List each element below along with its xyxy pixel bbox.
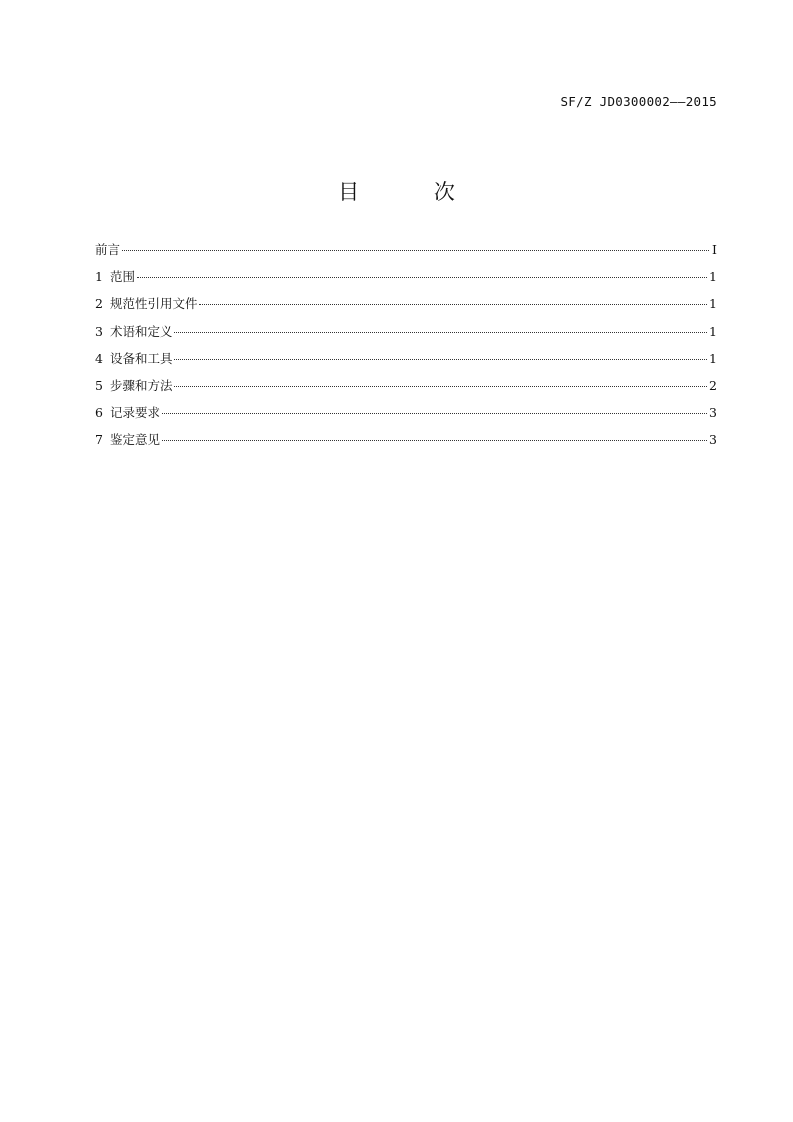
toc-entry-page: I xyxy=(712,242,717,257)
toc-entry-number: 5 xyxy=(95,377,103,393)
toc-leader-dots xyxy=(162,413,707,414)
toc-entry-3[interactable] xyxy=(95,323,717,350)
toc-entry-1[interactable] xyxy=(95,268,717,295)
toc-entry-page: 1 xyxy=(709,323,717,339)
toc-leader-dots xyxy=(174,359,707,360)
toc-entry-number: 2 xyxy=(95,296,103,312)
toc-leader-dots xyxy=(174,332,707,333)
toc-entry-page: 1 xyxy=(709,296,717,312)
toc-leader-dots xyxy=(199,304,707,305)
toc-entry-number: 1 xyxy=(95,269,103,285)
toc-entry-label: 前言 xyxy=(95,242,121,257)
toc-entry-2[interactable] xyxy=(95,295,717,322)
toc-entry-foreword[interactable] xyxy=(95,241,717,268)
toc-entry-label: 规范性引用文件 xyxy=(109,296,198,312)
document-code: SF/Z JD0300002——2015 xyxy=(560,94,717,109)
toc-entry-label: 术语和定义 xyxy=(109,323,173,339)
toc-entry-page: 2 xyxy=(709,377,717,393)
toc-entry-label: 鉴定意见 xyxy=(109,432,160,448)
toc-entry-number: 3 xyxy=(95,323,103,339)
toc-entry-6[interactable] xyxy=(95,404,717,431)
toc-entry-page: 1 xyxy=(709,350,717,366)
toc-entry-4[interactable] xyxy=(95,350,717,377)
toc-entry-number: 6 xyxy=(95,405,103,421)
toc-leader-dots xyxy=(122,250,709,251)
toc-entry-number: 7 xyxy=(95,432,103,448)
toc-entry-label: 记录要求 xyxy=(109,405,160,421)
toc-leader-dots xyxy=(137,277,707,278)
page-title: 目 次 xyxy=(338,180,489,204)
toc-entry-page: 1 xyxy=(709,269,717,285)
toc-entry-label: 步骤和方法 xyxy=(109,377,173,393)
toc-entry-page: 3 xyxy=(709,405,717,421)
toc-entry-5[interactable] xyxy=(95,377,717,404)
toc-leader-dots xyxy=(174,386,707,387)
toc-leader-dots xyxy=(162,440,707,441)
toc-entry-number: 4 xyxy=(95,350,103,366)
toc-entry-page: 3 xyxy=(709,432,717,448)
table-of-contents xyxy=(95,241,717,459)
toc-entry-label: 范围 xyxy=(109,269,135,285)
toc-entry-7[interactable] xyxy=(95,431,717,458)
toc-entry-label: 设备和工具 xyxy=(109,350,173,366)
